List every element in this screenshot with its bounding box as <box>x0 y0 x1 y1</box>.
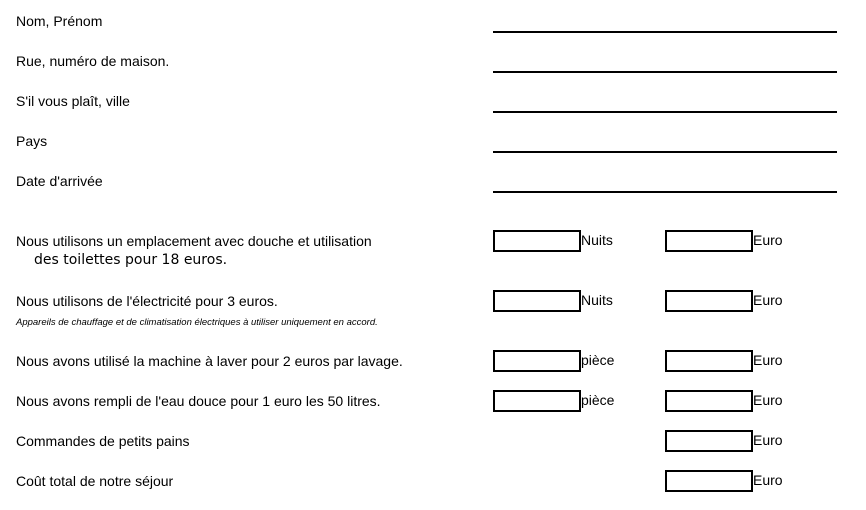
pitch-label: Nous utilisons un emplacement avec douche et utilisation <box>16 233 372 249</box>
rolls-euro-input[interactable] <box>665 430 753 452</box>
arrival-date-field[interactable] <box>493 177 837 193</box>
city-field[interactable] <box>493 97 837 113</box>
pitch-label-continued: des toilettes pour 18 euros. <box>34 252 228 268</box>
street-field[interactable] <box>493 57 837 73</box>
water-pieces-input[interactable] <box>493 390 581 412</box>
rolls-euro-unit: Euro <box>753 432 783 448</box>
street-label: Rue, numéro de maison. <box>16 53 170 69</box>
arrival-date-label: Date d'arrivée <box>16 173 103 189</box>
washing-label: Nous avons utilisé la machine à laver pour 2 euros par lavage. <box>16 353 403 369</box>
pitch-nights-input[interactable] <box>493 230 581 252</box>
water-label: Nous avons rempli de l'eau douce pour 1 euro les 50 litres. <box>16 393 381 409</box>
total-euro-input[interactable] <box>665 470 753 492</box>
total-euro-unit: Euro <box>753 472 783 488</box>
electricity-label: Nous utilisons de l'électricité pour 3 euros. <box>16 293 278 309</box>
washing-euro-unit: Euro <box>753 352 783 368</box>
water-euro-unit: Euro <box>753 392 783 408</box>
electricity-nights-input[interactable] <box>493 290 581 312</box>
total-label: Coût total de notre séjour <box>16 473 174 489</box>
city-label: S'il vous plaît, ville <box>16 93 130 109</box>
name-label: Nom, Prénom <box>16 13 103 29</box>
washing-pieces-unit: pièce <box>581 352 615 368</box>
washing-pieces-input[interactable] <box>493 350 581 372</box>
pitch-euro-unit: Euro <box>753 232 783 248</box>
electricity-note: Appareils de chauffage et de climatisation électriques à utiliser uniquement en accord. <box>16 317 378 328</box>
name-field[interactable] <box>493 17 837 33</box>
country-field[interactable] <box>493 137 837 153</box>
water-euro-input[interactable] <box>665 390 753 412</box>
rolls-label: Commandes de petits pains <box>16 433 190 449</box>
washing-euro-input[interactable] <box>665 350 753 372</box>
water-pieces-unit: pièce <box>581 392 615 408</box>
electricity-nights-unit: Nuits <box>581 292 613 308</box>
electricity-euro-input[interactable] <box>665 290 753 312</box>
pitch-euro-input[interactable] <box>665 230 753 252</box>
electricity-euro-unit: Euro <box>753 292 783 308</box>
country-label: Pays <box>16 133 48 149</box>
pitch-nights-unit: Nuits <box>581 232 613 248</box>
